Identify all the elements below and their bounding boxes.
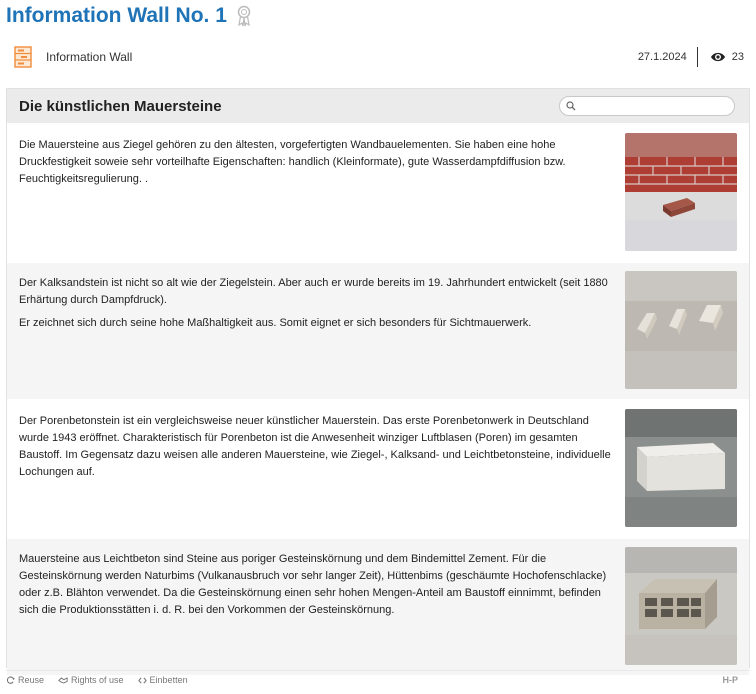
search-box[interactable]: [559, 96, 735, 116]
card-paragraph: Der Kalksandstein ist nicht so alt wie der Ziegelstein. Aber auch er wurde bereits im 19. Jahrhundert entwickelt (seit 1880 Erhärtung durch Dampfdruck).: [19, 277, 608, 306]
lightweight-concrete-block-photo[interactable]: [625, 547, 737, 665]
wall-title: Die künstlichen Mauersteine: [19, 97, 222, 115]
search-input[interactable]: [580, 99, 724, 113]
wall-card[interactable]: [7, 125, 749, 261]
reuse-link[interactable]: [6, 675, 44, 685]
reuse-icon: [6, 676, 15, 685]
code-icon: [138, 676, 147, 685]
information-wall-icon: [14, 46, 32, 68]
title-row: [6, 2, 251, 30]
wall-card[interactable]: [7, 539, 749, 675]
hp-logo: H-P: [722, 675, 738, 685]
embed-label: Einbetten: [149, 675, 188, 685]
date-label: 27.1.2024: [637, 51, 687, 63]
sand-lime-brick-photo[interactable]: [625, 271, 737, 389]
aerated-concrete-block-photo[interactable]: [625, 409, 737, 527]
view-count: 23: [731, 51, 744, 63]
divider: [697, 47, 698, 67]
card-text: [19, 551, 619, 625]
award-ribbon-icon: [237, 5, 251, 27]
information-wall: [6, 88, 750, 668]
page-title: Information Wall No. 1: [6, 4, 227, 27]
wall-header: [7, 89, 749, 123]
wall-card[interactable]: [7, 401, 749, 537]
card-paragraph: Mauersteine aus Leichtbeton sind Steine aus poriger Gesteinskörnung und dem Bindemittel Zement. Für die Gesteinskörnung werden Naturbims (Vulkanausbruch vor sehr langer Zeit), Hüttenbims (geschäumte Hochofenschlacke) oder z.B. Blähton verwendet. Da die Gesteinskörnung einen sehr hohen Mengen-Anteil am Baustoff einnimmt, befinden sich die Produktionsstätten i. d. R. bei den Vorkommen der Gesteinskörnung.: [19, 553, 607, 616]
brick-photo[interactable]: [625, 133, 737, 251]
card-text: [19, 137, 619, 194]
meta-info: [638, 47, 750, 67]
search-icon: [566, 101, 576, 111]
meta-bar: [6, 40, 750, 74]
reuse-label: Reuse: [18, 675, 45, 685]
card-text: [19, 275, 619, 338]
eye-icon: [710, 51, 726, 63]
rights-label: Rights of use: [71, 675, 124, 685]
footer: [6, 670, 750, 689]
rights-of-use-link[interactable]: [58, 675, 124, 685]
card-text: [19, 413, 619, 487]
embed-link[interactable]: [138, 675, 188, 685]
app-name: Information Wall: [46, 50, 133, 64]
rights-icon: [58, 676, 68, 685]
card-paragraph: Er zeichnet sich durch seine hohe Maßhaltigkeit aus. Somit eignet er sich besonders für Sichtmauerwerk.: [19, 317, 532, 329]
card-paragraph: Die Mauersteine aus Ziegel gehören zu den ältesten, vorgefertigten Wandbauelementen. Sie haben eine hohe Druckfestigkeit soweie sehr vorteilhafte Eigenschaften: handlich (Kleinformate), gute Wasserdampfdiffusion bzw. Feuchtigkeitsregulierung. .: [19, 139, 566, 185]
card-paragraph: Der Porenbetonstein ist ein vergleichsweise neuer künstlicher Mauerstein. Das erste Porenbetonwerk in Deutschland wurde 1943 eröffnet. Charakteristisch für Porenbeton ist die Anwesenheit winziger Luftblasen (Poren) im gesamten Baustoff. Im Gegensatz dazu weisen alle anderen Mauersteine, wie Ziegel-, Kalksand- und Leichtbetonsteine, individuelle Lochungen auf.: [19, 415, 611, 478]
wall-card[interactable]: [7, 263, 749, 399]
